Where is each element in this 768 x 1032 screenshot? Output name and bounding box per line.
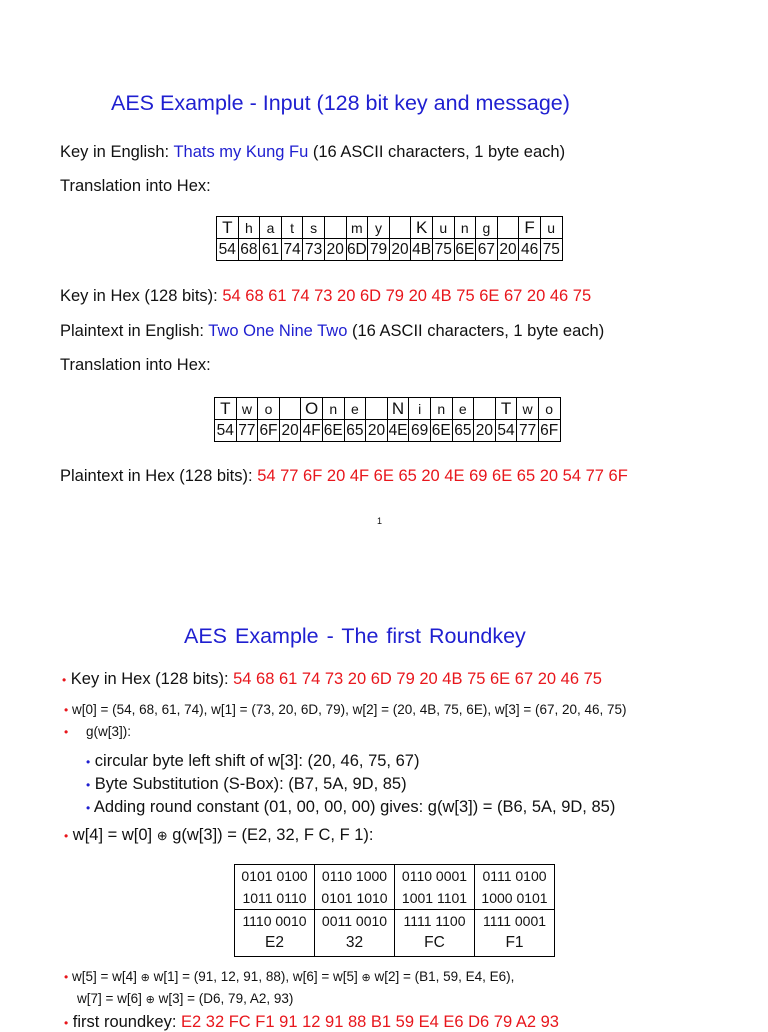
binary-cell: 1111 1100 xyxy=(395,910,475,933)
w4-line xyxy=(64,826,373,845)
plain-char-cell: N xyxy=(387,398,409,420)
plain-hex-cell: 6F xyxy=(538,420,560,442)
key-char-cell: n xyxy=(454,217,476,239)
plain-char-cell: o xyxy=(258,398,280,420)
key-hex-cell: 67 xyxy=(476,239,498,261)
plain-char-cell xyxy=(279,398,301,420)
plain-hex-cell: 54 xyxy=(495,420,517,442)
key-hex-value: 54 68 61 74 73 20 6D 79 20 4B 75 6E 67 20 46 75 xyxy=(222,287,592,305)
key-char-cell: a xyxy=(260,217,282,239)
binary-cell: 0110 1000 xyxy=(315,865,395,888)
sub-item-2 xyxy=(86,775,407,794)
plain-char-cell: w xyxy=(236,398,258,420)
plain-char-cell: o xyxy=(538,398,560,420)
key-hex-cell: 20 xyxy=(389,239,411,261)
bullet-icon: • xyxy=(64,703,69,717)
p2-key-hex-label: Key in Hex (128 bits): xyxy=(70,670,229,688)
bullet-icon: • xyxy=(64,829,69,843)
key-english-label: Key in English: xyxy=(60,143,170,161)
words-text: w[0] = (54, 68, 61, 74), w[1] = (73, 20, 6D, 79), w[2] = (20, 4B, 75, 6E), w[3] = (67, 20, 46, 75) xyxy=(71,702,627,717)
key-hex-cell: 75 xyxy=(432,239,454,261)
key-hex-cell: 75 xyxy=(540,239,562,261)
g-label-line xyxy=(64,724,131,739)
key-char-cell: s xyxy=(303,217,325,239)
w7-b: w[3] = (D6, 79, A2, 93) xyxy=(158,991,294,1006)
p2-key-hex-line xyxy=(62,670,602,689)
page-number: 1 xyxy=(377,516,383,526)
plaintext-hex-label: Plaintext in Hex (128 bits): xyxy=(60,467,253,485)
plain-char-cell: O xyxy=(301,398,323,420)
key-char-cell: y xyxy=(368,217,390,239)
plain-hex-cell: 6E xyxy=(430,420,452,442)
translation-label: Translation into Hex: xyxy=(60,177,211,195)
key-char-cell: F xyxy=(519,217,541,239)
w5-b: w[1] = (91, 12, 91, 88), w[6] = w[5] xyxy=(153,969,358,984)
w4-suffix: g(w[3]) = (E2, 32, F C, F 1): xyxy=(172,826,374,844)
plain-char-cell: e xyxy=(344,398,366,420)
plain-char-cell: T xyxy=(215,398,237,420)
plaintext-hex-value: 54 77 6F 20 4F 6E 65 20 4E 69 6E 65 20 54 77 6F xyxy=(257,467,628,485)
binary-cell: 1001 1101 xyxy=(395,887,475,910)
key-char-cell: K xyxy=(411,217,433,239)
plain-hex-cell: 69 xyxy=(409,420,431,442)
plain-hex-cell: 4E xyxy=(387,420,409,442)
key-char-cell xyxy=(389,217,411,239)
plain-char-cell: n xyxy=(322,398,344,420)
key-hex-cell: 20 xyxy=(497,239,519,261)
binary-cell: 0101 1010 xyxy=(315,887,395,910)
plain-hex-row xyxy=(215,420,561,442)
key-hex-cell: 6E xyxy=(454,239,476,261)
plain-hex-cell: 65 xyxy=(344,420,366,442)
words-line xyxy=(64,702,627,717)
w7-a: w[7] = w[6] xyxy=(77,991,142,1006)
xor-icon: ⊕ xyxy=(140,972,150,984)
key-hex-cell: 68 xyxy=(238,239,260,261)
result-hex-row xyxy=(235,932,555,957)
sub-item-1-text: circular byte left shift of w[3]: (20, 46, 75, 67) xyxy=(94,752,420,770)
plain-hex-cell: 6F xyxy=(258,420,280,442)
roundkey-line xyxy=(64,1013,559,1032)
key-char-cell: u xyxy=(540,217,562,239)
plain-hex-cell: 4F xyxy=(301,420,323,442)
bullet-icon: • xyxy=(86,755,91,769)
g-label: g(w[3]): xyxy=(85,724,131,739)
plain-hex-cell: 6E xyxy=(322,420,344,442)
binary-xor-table xyxy=(234,864,555,957)
result-hex-cell: FC xyxy=(395,932,475,957)
sub-item-3-text: Adding round constant (01, 00, 00, 00) gives: g(w[3]) = (B6, 5A, 9D, 85) xyxy=(93,798,616,816)
sub-item-1 xyxy=(86,752,419,771)
bullet-icon: • xyxy=(64,1016,69,1030)
w5-c: w[2] = (B1, 59, E4, E6), xyxy=(374,969,515,984)
key-char-cell xyxy=(497,217,519,239)
bullet-icon: • xyxy=(86,778,91,792)
key-hex-cell: 79 xyxy=(368,239,390,261)
sub-item-3 xyxy=(86,798,615,817)
key-hex-cell: 46 xyxy=(519,239,541,261)
binary-row xyxy=(235,910,555,933)
binary-cell: 0111 0100 xyxy=(475,865,555,888)
key-char-cell: t xyxy=(281,217,303,239)
plain-hex-cell: 77 xyxy=(236,420,258,442)
bullet-icon: • xyxy=(64,725,69,739)
key-hex-table xyxy=(216,216,563,261)
plain-char-cell: w xyxy=(517,398,539,420)
plain-hex-cell: 65 xyxy=(452,420,474,442)
plain-hex-cell: 20 xyxy=(366,420,388,442)
plain-hex-cell: 54 xyxy=(215,420,237,442)
w5-a: w[5] = w[4] xyxy=(71,969,137,984)
page2-title: AES Example - The first Roundkey xyxy=(184,624,526,648)
xor-icon: ⊕ xyxy=(156,828,168,843)
xor-icon: ⊕ xyxy=(361,972,371,984)
binary-row xyxy=(235,865,555,888)
plain-char-cell xyxy=(366,398,388,420)
key-hex-cell: 61 xyxy=(260,239,282,261)
key-english-line xyxy=(60,143,565,162)
plaintext-english-value: Two One Nine Two xyxy=(208,322,348,340)
key-char-row xyxy=(217,217,563,239)
p2-key-hex-value: 54 68 61 74 73 20 6D 79 20 4B 75 6E 67 20 46 75 xyxy=(233,670,602,688)
binary-row xyxy=(235,887,555,910)
key-hex-cell: 74 xyxy=(281,239,303,261)
plain-hex-cell: 20 xyxy=(279,420,301,442)
key-hex-label: Key in Hex (128 bits): xyxy=(60,287,218,305)
binary-cell: 1000 0101 xyxy=(475,887,555,910)
key-hex-cell: 54 xyxy=(217,239,239,261)
plain-hex-cell: 77 xyxy=(517,420,539,442)
result-hex-cell: E2 xyxy=(235,932,315,957)
key-hex-cell: 6D xyxy=(346,239,368,261)
page1-title: AES Example - Input (128 bit key and message) xyxy=(111,91,570,115)
bullet-icon: • xyxy=(64,970,69,984)
roundkey-label: first roundkey: xyxy=(72,1013,177,1031)
roundkey-value: E2 32 FC F1 91 12 91 88 B1 59 E4 E6 D6 79 A2 93 xyxy=(181,1013,559,1031)
binary-cell: 1111 0001 xyxy=(475,910,555,933)
plain-char-cell: e xyxy=(452,398,474,420)
result-hex-cell: F1 xyxy=(475,932,555,957)
plaintext-english-line xyxy=(60,322,604,341)
plaintext-english-note: (16 ASCII characters, 1 byte each) xyxy=(352,322,605,340)
key-char-cell: T xyxy=(217,217,239,239)
key-char-cell: h xyxy=(238,217,260,239)
plain-hex-cell: 20 xyxy=(474,420,496,442)
key-hex-line xyxy=(60,287,591,306)
key-hex-cell: 73 xyxy=(303,239,325,261)
plaintext-hex-line xyxy=(60,467,628,486)
plaintext-hex-table xyxy=(214,397,561,442)
key-hex-cell: 20 xyxy=(324,239,346,261)
binary-cell: 0011 0010 xyxy=(315,910,395,933)
plain-char-cell: n xyxy=(430,398,452,420)
plain-char-cell: T xyxy=(495,398,517,420)
plain-char-cell: i xyxy=(409,398,431,420)
key-english-value: Thats my Kung Fu xyxy=(173,143,309,161)
key-hex-row xyxy=(217,239,563,261)
key-char-cell xyxy=(324,217,346,239)
translation-label-2: Translation into Hex: xyxy=(60,356,211,374)
binary-cell: 0101 0100 xyxy=(235,865,315,888)
bullet-icon: • xyxy=(62,673,67,687)
binary-cell: 1011 0110 xyxy=(235,887,315,910)
key-hex-cell: 4B xyxy=(411,239,433,261)
binary-cell: 1110 0010 xyxy=(235,910,315,933)
bullet-icon: • xyxy=(86,801,91,815)
key-english-note: (16 ASCII characters, 1 byte each) xyxy=(312,143,566,161)
result-hex-cell: 32 xyxy=(315,932,395,957)
key-char-cell: g xyxy=(476,217,498,239)
sub-item-2-text: Byte Substitution (S-Box): (B7, 5A, 9D, 85) xyxy=(94,775,407,793)
plain-char-row xyxy=(215,398,561,420)
xor-icon: ⊕ xyxy=(145,994,155,1006)
key-char-cell: u xyxy=(432,217,454,239)
w7-line xyxy=(77,991,293,1006)
plain-char-cell xyxy=(474,398,496,420)
w5-line xyxy=(64,969,514,984)
w4-prefix: w[4] = w[0] xyxy=(72,826,153,844)
key-char-cell: m xyxy=(346,217,368,239)
plaintext-english-label: Plaintext in English: xyxy=(60,322,204,340)
binary-cell: 0110 0001 xyxy=(395,865,475,888)
